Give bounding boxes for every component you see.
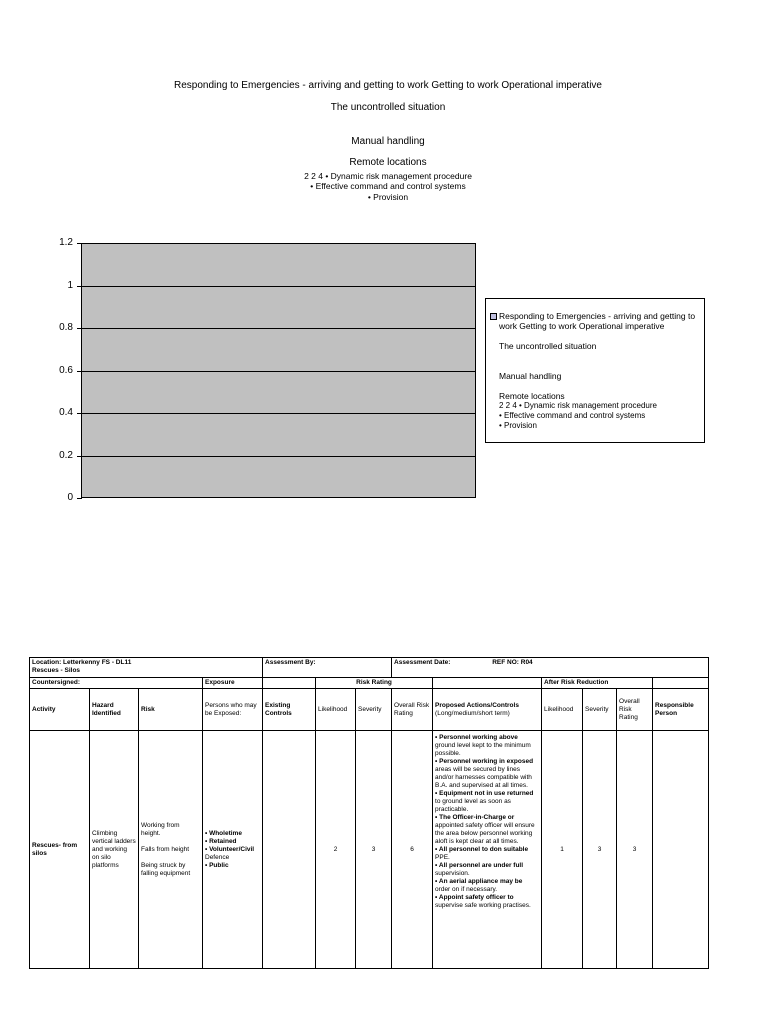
gridline xyxy=(82,286,475,287)
responsible-cell xyxy=(653,731,709,969)
risk-assessment-table xyxy=(29,657,709,969)
legend-entry xyxy=(490,311,700,321)
persons-item: Defence xyxy=(205,853,230,861)
severity-cell: 3 xyxy=(356,731,392,969)
location-text: Location: Letterkenny FS - DL11 xyxy=(32,659,132,666)
legend-text-3: The uncontrolled situation xyxy=(499,341,597,351)
chart-title-line-7: • Provision xyxy=(367,192,409,202)
persons-cell xyxy=(203,731,263,969)
action-item: • Personnel working above xyxy=(435,734,518,741)
existing-controls-cell xyxy=(263,731,316,969)
persons-item: • Public xyxy=(205,861,229,869)
gridline xyxy=(82,456,475,457)
header-activity: Activity xyxy=(30,689,90,731)
y-tick-mark xyxy=(77,243,82,244)
chart-legend xyxy=(485,298,705,443)
action-item: ground level kept to the minimum possible. xyxy=(435,742,531,757)
chart-title-line-6: • Effective command and control systems xyxy=(310,181,466,191)
hazard-cell: Climbing vertical ladders and working on silo platforms xyxy=(90,731,139,969)
action-item: • All personnel to don suitable xyxy=(435,846,529,853)
action-item: areas will be secured by lines and/or harnesses compatible with B.A. and supervised at all times. xyxy=(435,766,532,789)
action-item: • Personnel working in exposed xyxy=(435,758,534,765)
y-tick-mark xyxy=(77,498,82,499)
after-risk-reduction-header: After Risk Reduction xyxy=(542,678,653,689)
action-item: supervision. xyxy=(435,870,470,877)
y-tick-label: 0.6 xyxy=(59,364,73,376)
header-persons: Persons who may be Exposed: xyxy=(203,689,263,731)
plot-area xyxy=(81,243,476,498)
header-severity-after: Severity xyxy=(583,689,617,731)
likelihood-cell: 2 xyxy=(316,731,356,969)
action-item: to ground level as soon as practicable. xyxy=(435,798,511,813)
action-item: appointed safety officer will ensure the area below personnel working aloft is kept clear at all times. xyxy=(435,822,535,845)
risk-item: Working from height. xyxy=(141,821,180,837)
legend-text-6: 2 2 4 • Dynamic risk management procedure xyxy=(499,401,657,410)
gridline xyxy=(82,413,475,414)
header-overall: Overall Risk Rating xyxy=(392,689,433,731)
gridline xyxy=(82,328,475,329)
chart-title-line-5: 2 2 4 • Dynamic risk management procedure xyxy=(304,171,472,181)
risk-rating-header: Risk Rating xyxy=(316,678,433,689)
persons-item: • Volunteer/Civil xyxy=(205,845,255,853)
header-risk: Risk xyxy=(139,689,203,731)
legend-text-8: • Provision xyxy=(499,421,537,430)
legend-text-7: • Effective command and control systems xyxy=(499,411,646,420)
header-likelihood: Likelihood xyxy=(316,689,356,731)
y-tick-mark xyxy=(77,413,82,414)
chart-title-line-2: The uncontrolled situation xyxy=(330,102,446,113)
y-tick-label: 0.4 xyxy=(59,407,73,418)
risk-cell xyxy=(139,731,203,969)
overall-cell: 6 xyxy=(392,731,433,969)
countersigned-cell: Countersigned: xyxy=(30,678,203,689)
persons-item: • Wholetime xyxy=(205,829,242,837)
action-item: • Appoint safety officer to xyxy=(435,894,514,901)
action-item: order on if necessary. xyxy=(435,886,498,893)
legend-swatch-icon xyxy=(490,313,497,320)
header-proposed-subtitle: (Long/medium/short term) xyxy=(435,709,510,717)
legend-text-1: Responding to Emergencies - arriving and getting to xyxy=(499,311,696,321)
y-tick-mark xyxy=(77,456,82,457)
table-header-row xyxy=(30,689,709,731)
y-tick-mark xyxy=(77,328,82,329)
blank-cell xyxy=(433,678,542,689)
activity-cell: Rescues- from silos xyxy=(30,731,90,969)
location-subtext: Rescues - Silos xyxy=(32,667,81,674)
severity-after-cell: 3 xyxy=(583,731,617,969)
y-tick-label: 0.8 xyxy=(59,322,73,333)
header-proposed-title: Proposed Actions/Controls xyxy=(435,701,519,709)
y-tick-label: 1 xyxy=(67,279,73,291)
assessment-date-cell xyxy=(392,658,709,678)
gridline xyxy=(82,371,475,372)
gridline xyxy=(82,243,475,244)
chart-title-line-3: Manual handling xyxy=(351,136,425,147)
header-responsible: Responsible Person xyxy=(653,689,709,731)
overall-after-cell: 3 xyxy=(617,731,653,969)
action-item: • An aerial appliance may be xyxy=(435,878,523,885)
location-cell xyxy=(30,658,263,678)
table-row xyxy=(30,731,709,969)
header-severity: Severity xyxy=(356,689,392,731)
action-item: supervise safe working practises. xyxy=(435,902,531,909)
table-row xyxy=(30,658,709,678)
proposed-actions-cell xyxy=(433,731,542,969)
header-overall-after: Overall Risk Rating xyxy=(617,689,653,731)
risk-item: Being struck by falling equipment xyxy=(141,861,191,877)
assessment-date-label: Assessment Date: xyxy=(394,659,451,666)
action-item: • All personnel are under full xyxy=(435,862,524,869)
assessment-by-cell: Assessment By: xyxy=(263,658,392,678)
legend-text-4: Manual handling xyxy=(499,371,562,381)
y-tick-mark xyxy=(77,286,82,287)
legend-text-5: Remote locations xyxy=(499,391,565,401)
action-item: • The Officer-in-Charge or xyxy=(435,814,515,821)
header-hazard: Hazard Identified xyxy=(90,689,139,731)
ref-no-label: REF NO: R04 xyxy=(492,659,533,666)
persons-item: • Retained xyxy=(205,837,237,845)
y-tick-mark xyxy=(77,371,82,372)
likelihood-after-cell: 1 xyxy=(542,731,583,969)
risk-item: Falls from height xyxy=(141,845,190,853)
chart-title-line-1: Responding to Emergencies - arriving and getting to work Getting to work Operational imperative xyxy=(174,80,602,91)
header-likelihood-after: Likelihood xyxy=(542,689,583,731)
action-item: PPE. xyxy=(435,854,450,861)
blank-cell xyxy=(653,678,709,689)
y-tick-label: 0 xyxy=(67,492,73,503)
y-tick-label: 1.2 xyxy=(59,237,73,248)
chart-title-line-4: Remote locations xyxy=(349,157,427,168)
exposure-header: Exposure xyxy=(203,678,263,689)
header-proposed xyxy=(433,689,542,731)
action-item: • Equipment not in use returned xyxy=(435,790,534,797)
y-tick-label: 0.2 xyxy=(59,449,73,461)
blank-cell xyxy=(263,678,316,689)
legend-text-2: work Getting to work Operational imperative xyxy=(499,321,665,331)
header-existing-controls: Existing Controls xyxy=(263,689,316,731)
table-row xyxy=(30,678,709,689)
